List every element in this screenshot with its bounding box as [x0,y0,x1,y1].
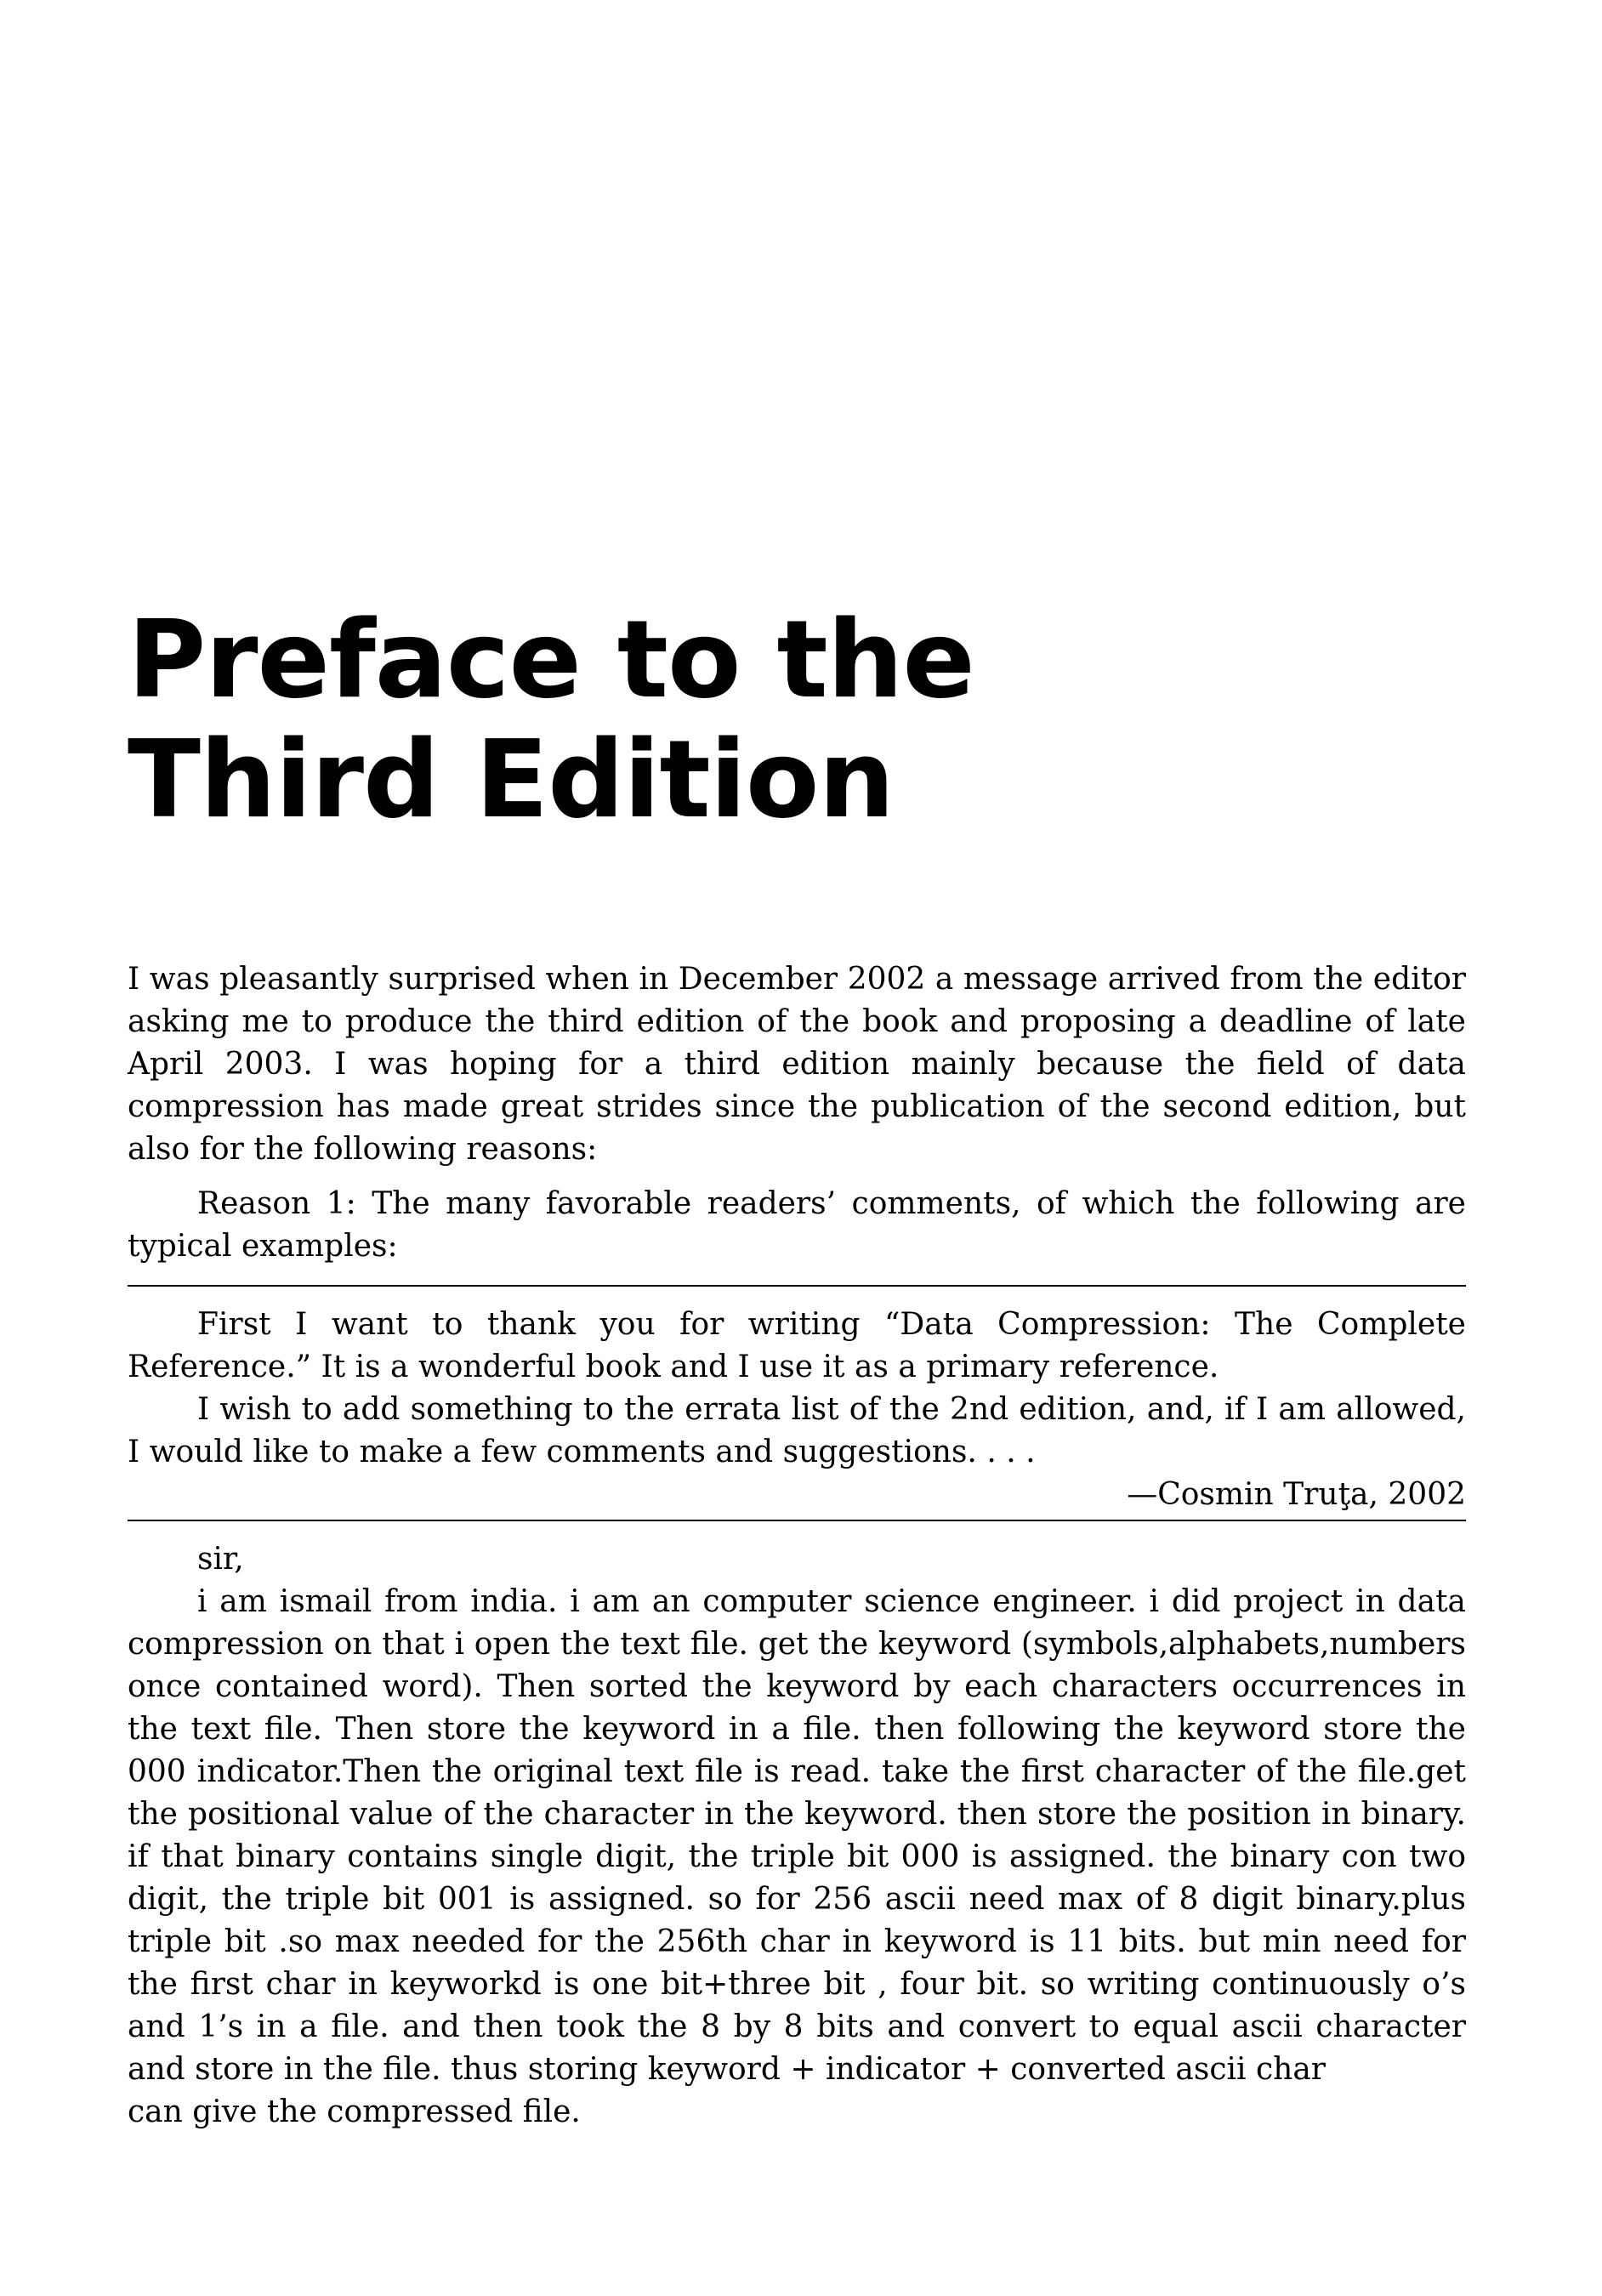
chapter-title-line-1: Preface to the [128,597,974,722]
intro-paragraph: I was pleasantly surprised when in December 2002 a message arrived from the editor asking me to produce the third edition of the book and proposing a deadline of late April 2003. I was hoping for a third edition mainly because the field of data compression has made great strides since the publication of the second edition, but also for the following reasons: [128,962,1466,1167]
quote-2-closing: can give the compressed file. [128,2094,581,2129]
quote-rule-top [128,1285,1466,1287]
body-text [128,958,1466,2134]
quote-rule-bottom [128,1520,1466,1521]
quote-1-paragraph-1: First I want to thank you for writing “Data Compression: The Complete Reference.” It is a wonderful book and I use it as a primary reference. [128,1307,1466,1384]
quote-2-salutation: sir, [197,1542,244,1577]
quote-block-2 [128,1538,1466,2134]
page [128,0,1466,2296]
quote-1-paragraph-2: I wish to add something to the errata list of the 2nd edition, and, if I am allowed, I would like to make a few comments and suggestions. . . . [128,1392,1466,1469]
quote-1-attribution: —Cosmin Truţa, 2002 [1127,1477,1466,1512]
quote-2-body: i am ismail from india. i am an computer science engineer. i did project in data compression on that i open the text file. get the keyword (symbols,alphabets,numbers once contained word). Then sorted the keyword by each characters occurrences in the text file. Then store the keyword in a file. then following the keyword store the 000 indicator.Then the original text file is read. take the first character of the file.get the positional value of the character in the keyword. then store the position in binary. if that binary contains single digit, the triple bit 000 is assigned. the binary con two digit, the triple bit 001 is assigned. so for 256 ascii need max of 8 digit binary.plus triple bit .so max needed for the 256th char in keyword is 11 bits. but min need for the first char in keyworkd is one bit+three bit , four bit. so writing continuously o’s and 1’s in a file. and then took the 8 by 8 bits and convert to equal ascii character and store in the file. thus storing keyword + indicator + converted ascii char [128,1584,1466,2087]
quote-block-1 [128,1304,1466,1516]
reason-1-paragraph: Reason 1: The many favorable readers’ comments, of which the following are typical examples: [128,1186,1466,1264]
chapter-title-line-2: Third Edition [128,717,895,842]
chapter-title [128,597,974,842]
